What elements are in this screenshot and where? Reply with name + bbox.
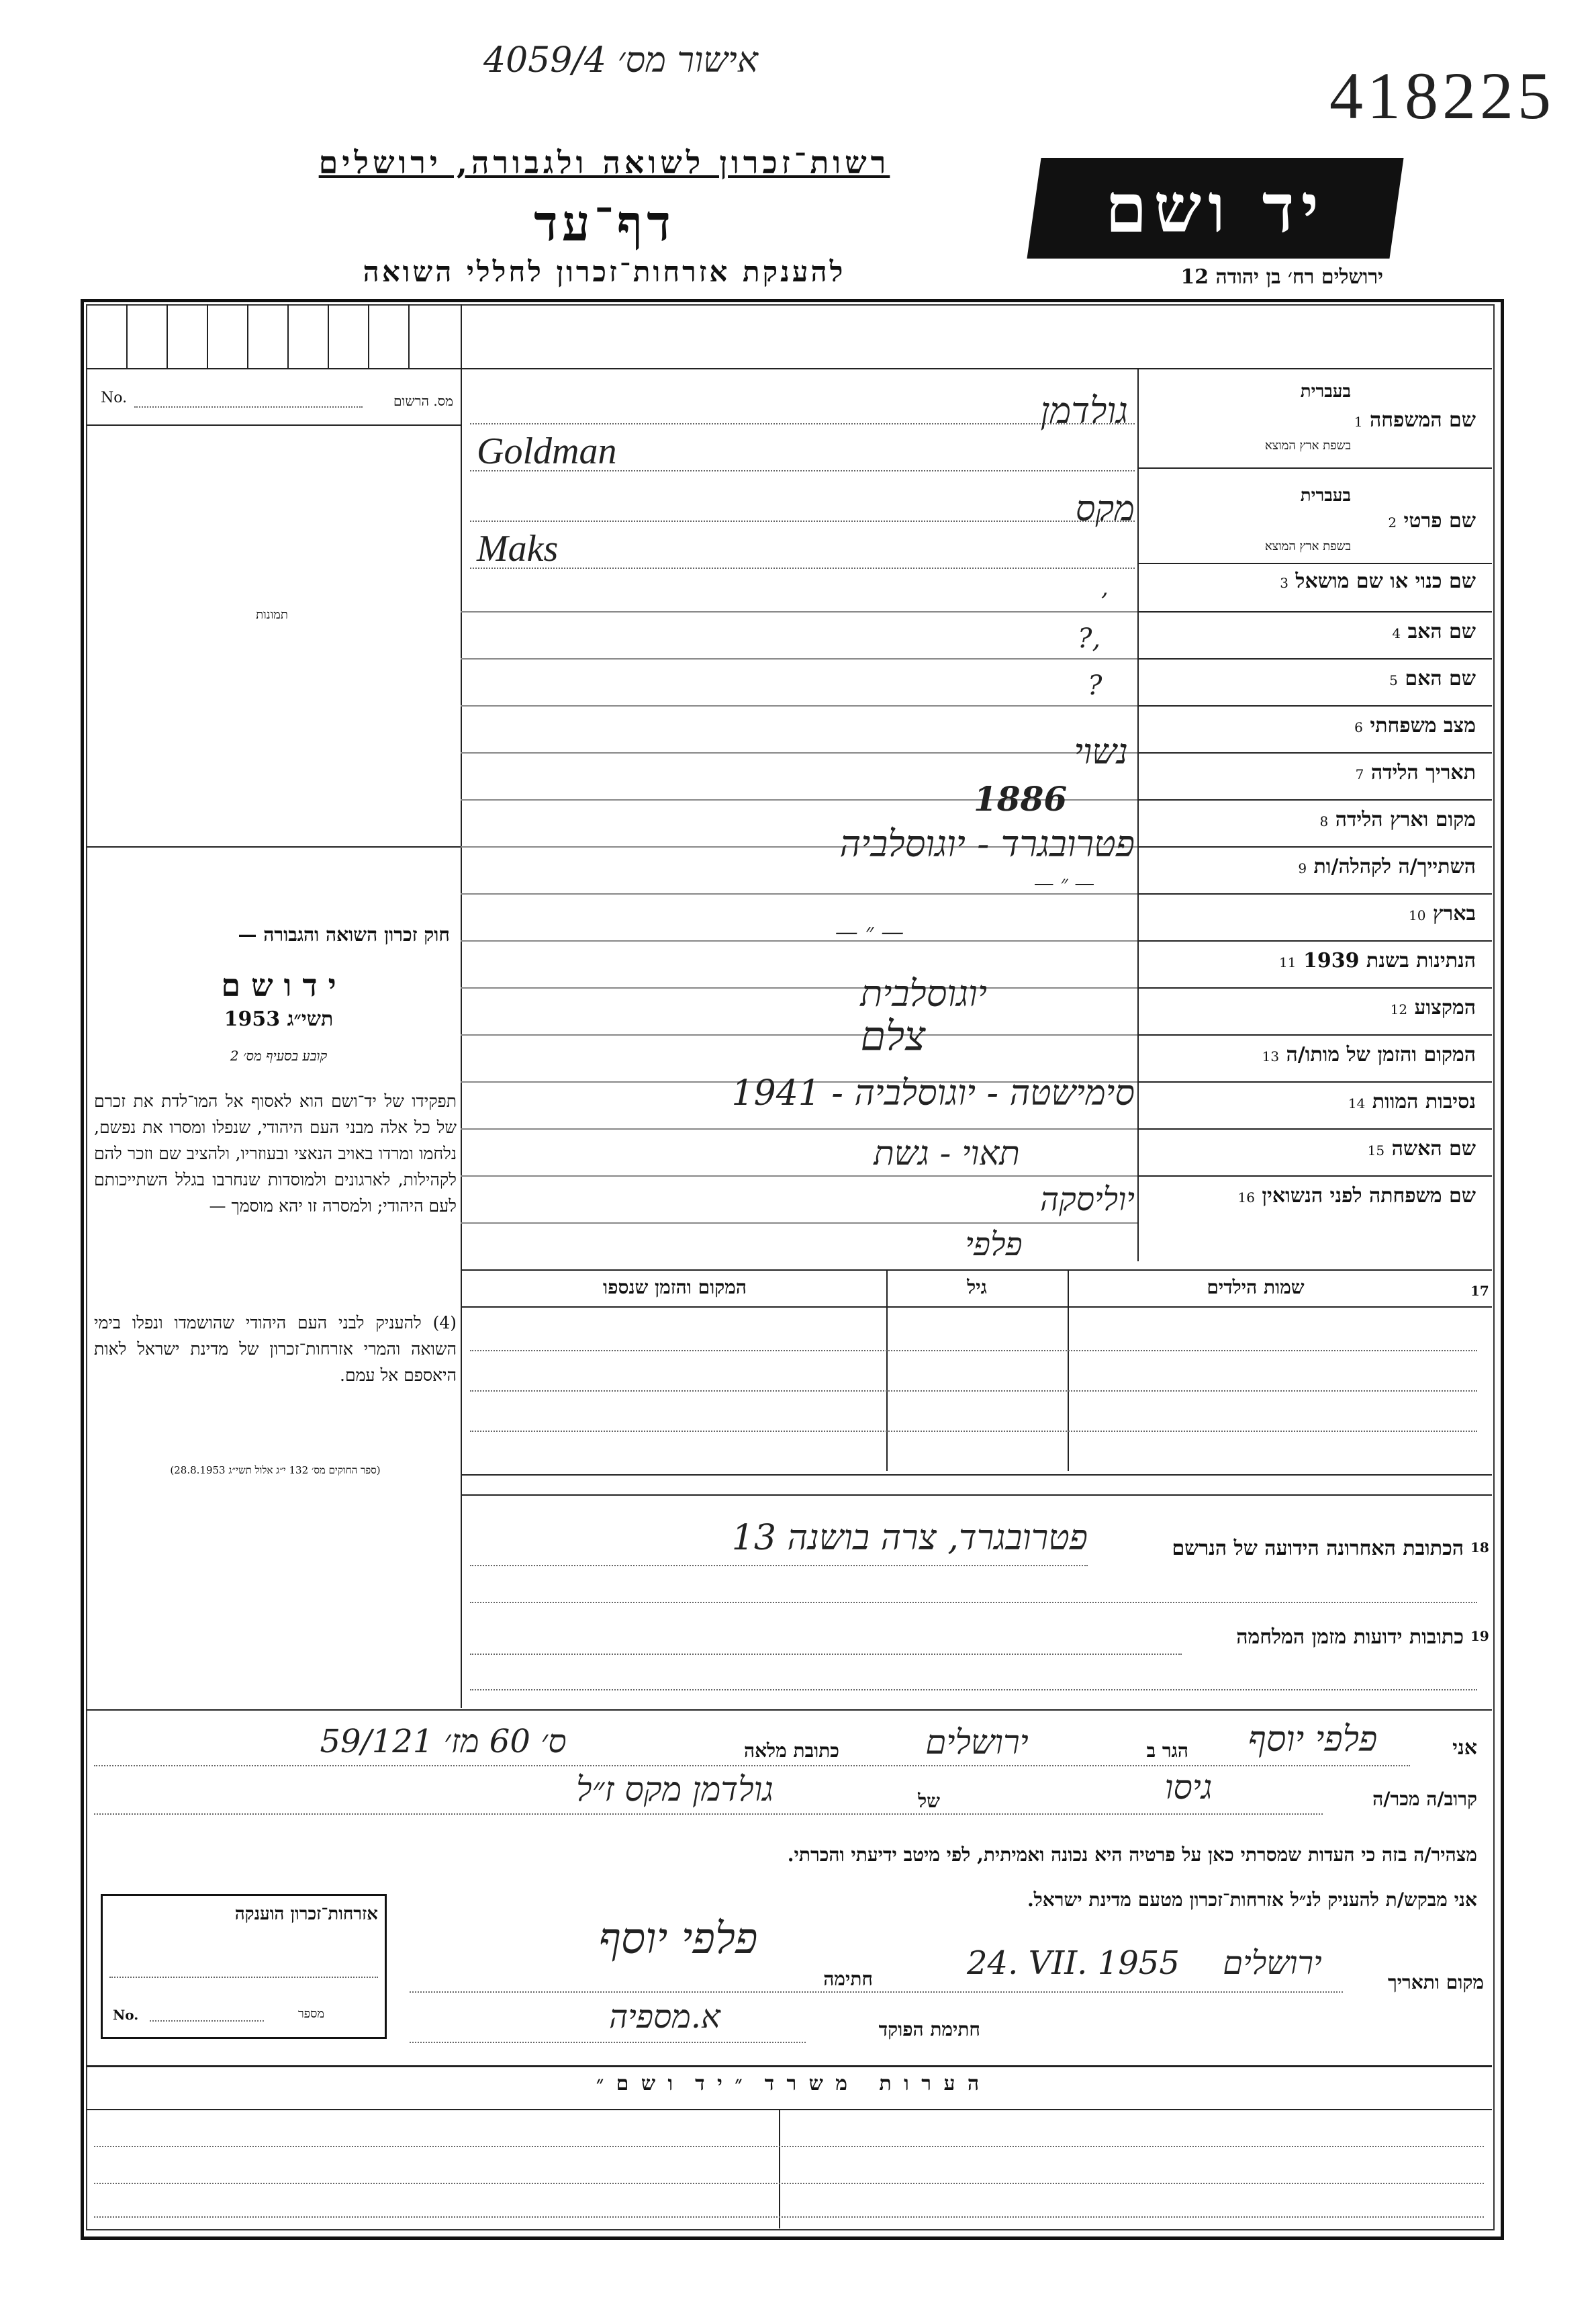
decl-declare-text: מצהיר/ה בזה כי העדות שמסרתי כאן על פרטיה היא נכונה ואמיתית, לפי מיטב ידיעתי והכרתי. <box>787 1844 1477 1866</box>
children-col-age: גיל <box>967 1276 987 1298</box>
value-death-place: סימישטה - יוגוסלביה - 1941 <box>731 1073 1135 1114</box>
decl-signature-value: פלפי יוסף <box>598 1914 758 1964</box>
num-19: 19 <box>1470 1628 1489 1644</box>
labels-column <box>1137 368 1492 1261</box>
value-marital: נשוי <box>1074 732 1128 772</box>
value-community: — ״ — <box>1033 872 1095 895</box>
field-4-label: שם האב 4 <box>1392 620 1476 643</box>
stamp-box-num: מספר <box>297 2007 324 2021</box>
field-6-label: מצב משפחתי 6 <box>1354 714 1476 737</box>
children-col-names: שמות הילדים <box>1207 1276 1305 1298</box>
children-num: 17 <box>1470 1283 1489 1299</box>
decl-place-date-label: מקום ותאריך <box>1387 1971 1484 1993</box>
decl-address-value: ס׳ 60 מז׳ 59/121 <box>320 1723 567 1760</box>
form-title: דף־עד <box>534 195 675 253</box>
field-2-sub-orig: בשפת ארץ המוצא <box>1264 539 1351 553</box>
label-war-addresses: כתובות ידועות מזמן המלחמה <box>1236 1625 1464 1649</box>
field-15-label: שם האשה 15 <box>1367 1137 1476 1161</box>
value-family-he: גולדמן <box>1040 390 1128 432</box>
record-number: 418225 <box>1329 58 1555 133</box>
value-death-cause: תאוי - גשת <box>874 1134 1020 1173</box>
field-2-label: שם פרטי 2 <box>1388 509 1476 533</box>
decl-officer-label: חתימת הפוקד <box>878 2018 980 2040</box>
value-profession: צלם <box>860 1013 926 1060</box>
decl-officer-value: א.מספיה <box>609 1998 720 2036</box>
value-first-orig: Maks <box>477 528 559 570</box>
decl-name-value: פלפי יוסף <box>1248 1719 1378 1760</box>
field-10-label: בארץ 10 <box>1409 902 1476 925</box>
top-boxes <box>86 304 462 368</box>
decl-city-value: ירושלים <box>925 1723 1029 1762</box>
value-birthdate: 1886 <box>974 779 1068 819</box>
decl-ani: אני <box>1452 1736 1477 1760</box>
form-subtitle: להענקת אזרחות־זכרון לחללי השואה <box>363 255 846 288</box>
field-7-label: תאריך הלידה 7 <box>1355 761 1476 784</box>
approval-note: אישור מס׳ 4059/4 <box>483 40 758 81</box>
remarks-title: ה ע ר ו ת מ ש ר ד ״ י ד ו ש ם ״ <box>596 2072 982 2095</box>
registration-label: מס. הרשום <box>393 393 453 409</box>
logo-text: יד ושם <box>1105 169 1325 248</box>
decl-resident-label: הגר ב <box>1146 1739 1188 1762</box>
decl-of-label: של <box>918 1790 940 1812</box>
label-last-address: הכתובת האחרונה הידועה של הנרשם <box>1172 1537 1464 1560</box>
field-5-label: שם האם 5 <box>1389 667 1476 690</box>
field-11-label: הנתינות בשנת 1939 11 <box>1279 949 1476 973</box>
field-13-label: המקום והזמן של מותו/ה 13 <box>1262 1043 1476 1067</box>
stamp-box-title: אזרחות־זכרון הוענקה <box>234 1904 378 1924</box>
stamp-box <box>101 1894 387 2039</box>
law-year: תשי״ג 1953 <box>224 1007 334 1031</box>
photo-label: תמונות <box>256 608 288 622</box>
law-clause: קובע בסעיף מס׳ 2 <box>230 1048 328 1064</box>
value-nickname: , <box>1101 574 1109 601</box>
value-country: — ״ — <box>835 919 904 946</box>
address-line: ירושלים רח׳ בן יהודה 12 <box>1180 265 1383 289</box>
value-last-address: פטרובגרד, צרה בושנה 13 <box>731 1518 1088 1558</box>
decl-date-value: 24. VII. 1955 <box>967 1944 1180 1982</box>
authority-name: רשות־זכרון לשואה ולגבורה, ירושלים <box>318 144 890 181</box>
field-1-sub-orig: בשפת ארץ המוצא <box>1264 439 1351 453</box>
field-16-label: שם משפחתה לפני הנשואין 16 <box>1237 1184 1476 1208</box>
num-18: 18 <box>1470 1539 1489 1555</box>
field-1-label: שם המשפחה 1 <box>1354 408 1476 432</box>
decl-relative-label: קרוב/ה מכר/ה <box>1372 1788 1477 1810</box>
value-father: ?, <box>1078 623 1101 654</box>
field-8-label: מקום וארץ הלידה 8 <box>1319 808 1476 831</box>
value-first-he: מקס <box>1075 489 1135 529</box>
field-12-label: המקצוע 12 <box>1390 996 1476 1020</box>
value-wife: יוליסקה <box>1039 1181 1135 1218</box>
value-citizenship: יוגוסלבית <box>860 973 987 1015</box>
law-title: חוק זכרון השואה והגבורה — <box>238 923 450 946</box>
stamp-box-no: No. <box>113 2007 139 2023</box>
value-birthplace: פטרובגרד - יוגוסלביה <box>839 823 1135 865</box>
no-label: No. <box>101 390 128 406</box>
decl-of-value: גולדמן מקס ז״ל <box>576 1770 773 1809</box>
value-family-orig: Goldman <box>477 431 617 472</box>
law-citation: (ספר החוקים מס׳ 132 י״ג אלול תשי״ג 28.8.1953) <box>170 1464 381 1476</box>
field-9-label: השתייך/ה לקהלה/ות 9 <box>1298 855 1476 878</box>
field-1-sub-he: בעברית <box>1300 381 1351 402</box>
decl-request-text: אני מבקש/ת להעניק לנ״ל אזרחות־זכרון מטעם מדינת ישראל. <box>1027 1889 1477 1911</box>
children-col-place: המקום והזמן שנספו <box>603 1276 747 1298</box>
value-mother: ? <box>1088 670 1102 701</box>
decl-place-value: ירושלים <box>1223 1944 1322 1982</box>
decl-signature-label: חתימה <box>823 1968 873 1990</box>
field-3-label: שם כנוי או שם מושאל 3 <box>1280 570 1476 593</box>
law-text-2: (4) להעניק לבני העם היהודי שהושמדו ונפלו בימי השואה והמרי אזרחות־זכרון של מדינת ישראל לאות היאספם אל עמם. <box>94 1313 457 1385</box>
value-maiden-name: פלפי <box>965 1226 1023 1263</box>
field-2-sub-he: בעברית <box>1300 486 1351 506</box>
law-name: י ד ו ש ם <box>221 967 336 1003</box>
decl-relation-value: גיסו <box>1164 1768 1213 1807</box>
law-text-1: תפקידו של יד־ושם הוא לאסוף אל המו־לדת את זכרם של כל אלה מבני העם היהודי, שנפלו ומסרו את נפשם, נלחמו ומרדו באויב הנאצי ובעוזריו, ולהציב שם וזכר להם לקהילות, לארגונים ולמוסדות שנחרבו בגלל השתייכותם לעם היהודי; ולמסרה זו יהא מוסמך — <box>94 1091 457 1216</box>
field-14-label: נסיבות המוות 14 <box>1348 1090 1476 1114</box>
decl-full-address-label: כתובת מלאה <box>743 1739 839 1762</box>
